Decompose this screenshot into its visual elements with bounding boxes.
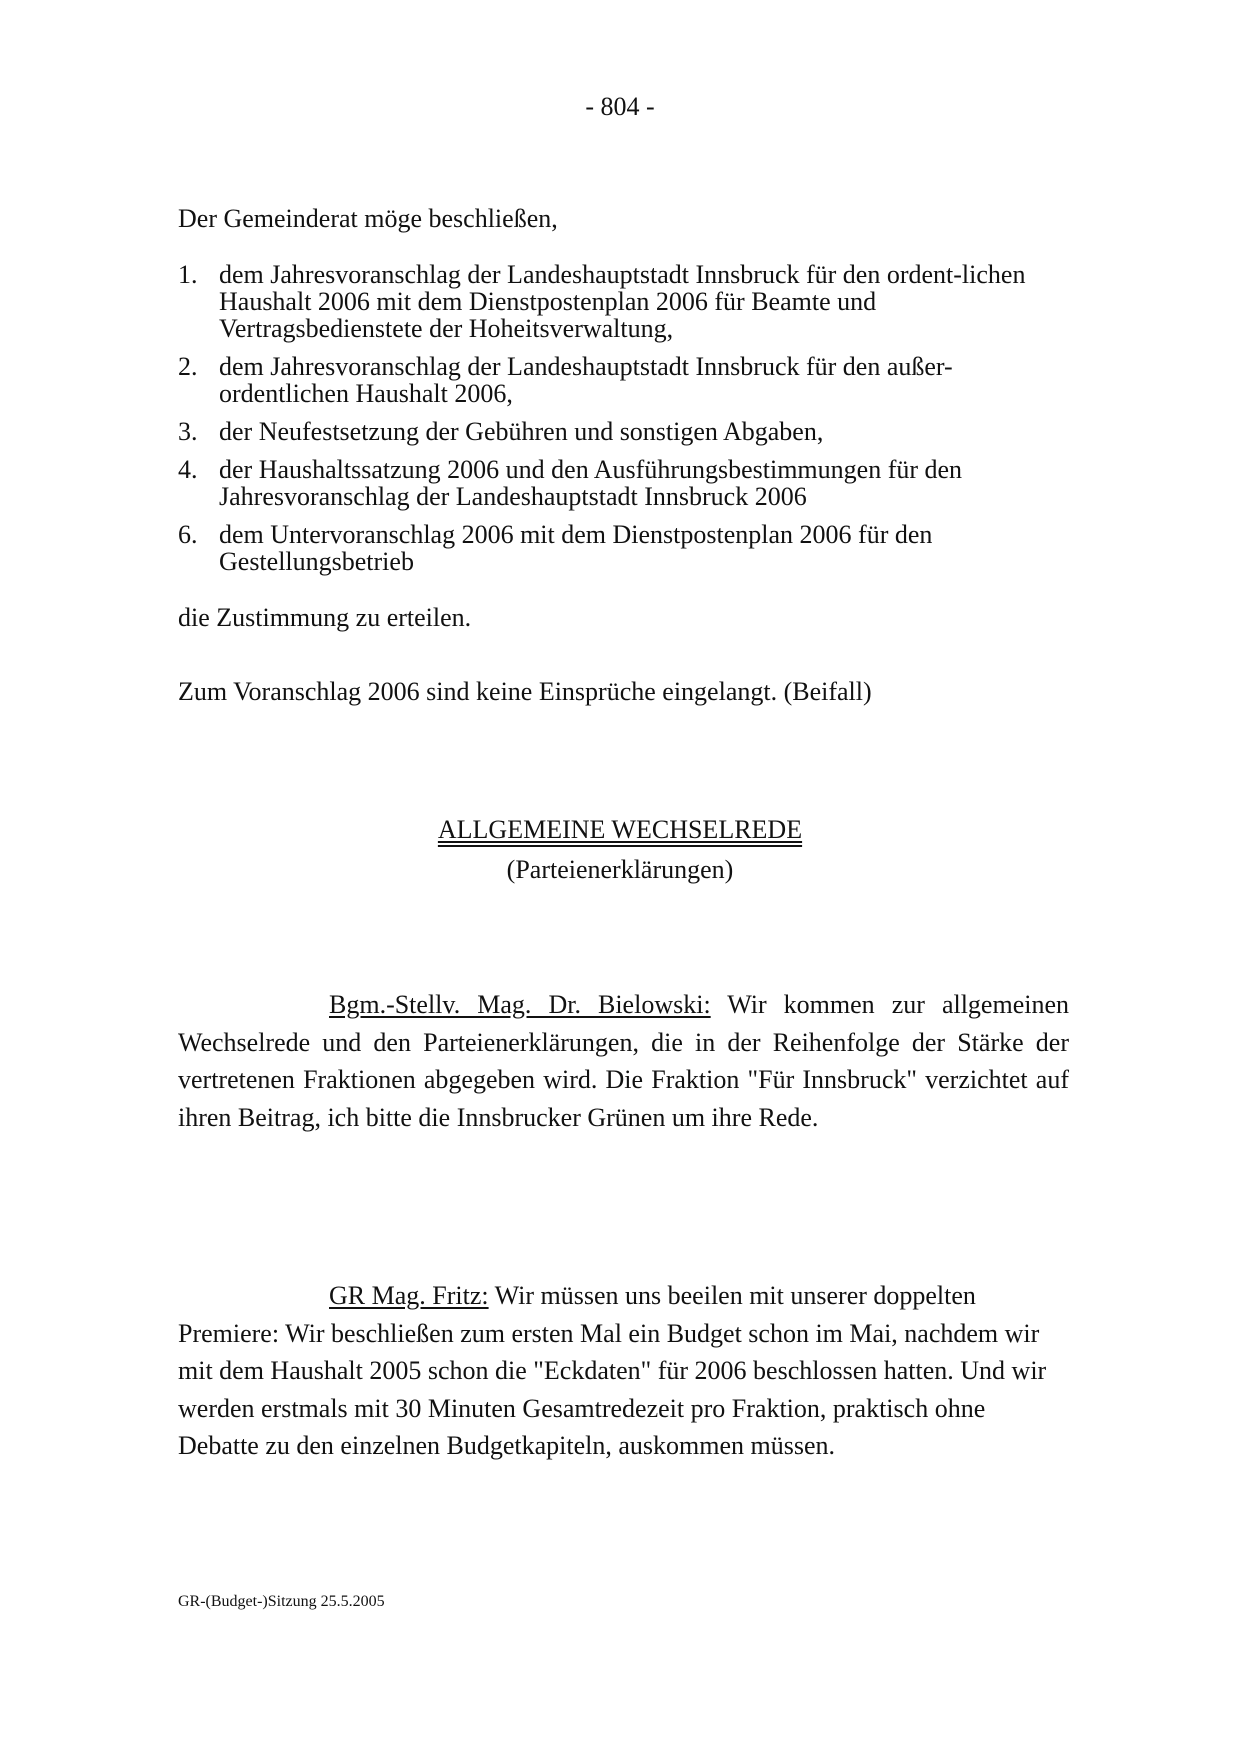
list-item-text: dem Untervoranschlag 2006 mit dem Dienstpostenplan 2006 für den Gestellungsbetrieb [219,520,933,576]
speech-text: Wir kommen zur allgemeinen Wechselrede und den Parteienerklärungen, die in der Reihenfolge der Stärke der vertretenen Fraktionen abgegeben wird. Die Fraktion "Für Innsbruck" verzichtet auf ihren Beitrag, ich bitte die Innsbrucker Grünen um ihre Rede. [178,990,1069,1132]
objection-note: Zum Voranschlag 2006 sind keine Einsprüche eingelangt. (Beifall) [178,677,872,706]
intro-text: Der Gemeinderat möge beschließen, [178,204,558,233]
section-subtitle: (Parteienerklärungen) [506,855,734,884]
page-number: - 804 - [585,92,655,121]
list-item-number: 2. [178,352,198,381]
list-item-number: 6. [178,520,198,549]
speech-text: Wir müssen uns beeilen mit unserer doppelten Premiere: Wir beschließen zum ersten Mal ein Budget schon im Mai, nachdem wir mit dem Haushalt 2005 schon die "Eckdaten" für 2006 beschlossen hatten. Und wir werden erstmals mit 30 Minuten Gesamtredezeit pro Fraktion, praktisch ohne Debatte zu den einzelnen Budgetkapiteln, auskommen müssen. [178,1281,1047,1460]
list-item [178,456,1069,510]
list-item-number: 3. [178,417,198,446]
page-footer: GR-(Budget-)Sitzung 25.5.2005 [178,1593,385,1610]
list-item-text: der Haushaltssatzung 2006 und den Ausführungsbestimmungen für den Jahresvoranschlag der Landeshauptstadt Innsbruck 2006 [219,455,963,511]
list-item [178,521,1069,575]
section-title [0,815,1240,845]
list-item [178,261,1069,342]
list-item-text: dem Jahresvoranschlag der Landeshauptstadt Innsbruck für den ordent-lichen Haushalt 2006 mit dem Dienstpostenplan 2006 für Beamte und Vertragsbedienstete der Hoheitsverwaltung, [219,260,1026,343]
list-item [178,418,1069,445]
section-title-text: ALLGEMEINE WECHSELREDE [437,815,803,844]
speech-paragraph [178,1277,1069,1465]
list-item-text: dem Jahresvoranschlag der Landeshauptstadt Innsbruck für den außer-ordentlichen Haushalt 2006, [219,352,953,408]
resolution-list [178,261,1069,586]
list-item-text: der Neufestsetzung der Gebühren und sonstigen Abgaben, [219,417,824,446]
list-item [178,353,1069,407]
list-item-number: 4. [178,455,198,484]
closing-text: die Zustimmung zu erteilen. [178,603,472,632]
list-item-number: 1. [178,260,198,289]
speaker-name: Bgm.-Stellv. Mag. Dr. Bielowski: [329,990,711,1019]
speech-paragraph [178,986,1069,1136]
speaker-name: GR Mag. Fritz: [329,1281,489,1310]
